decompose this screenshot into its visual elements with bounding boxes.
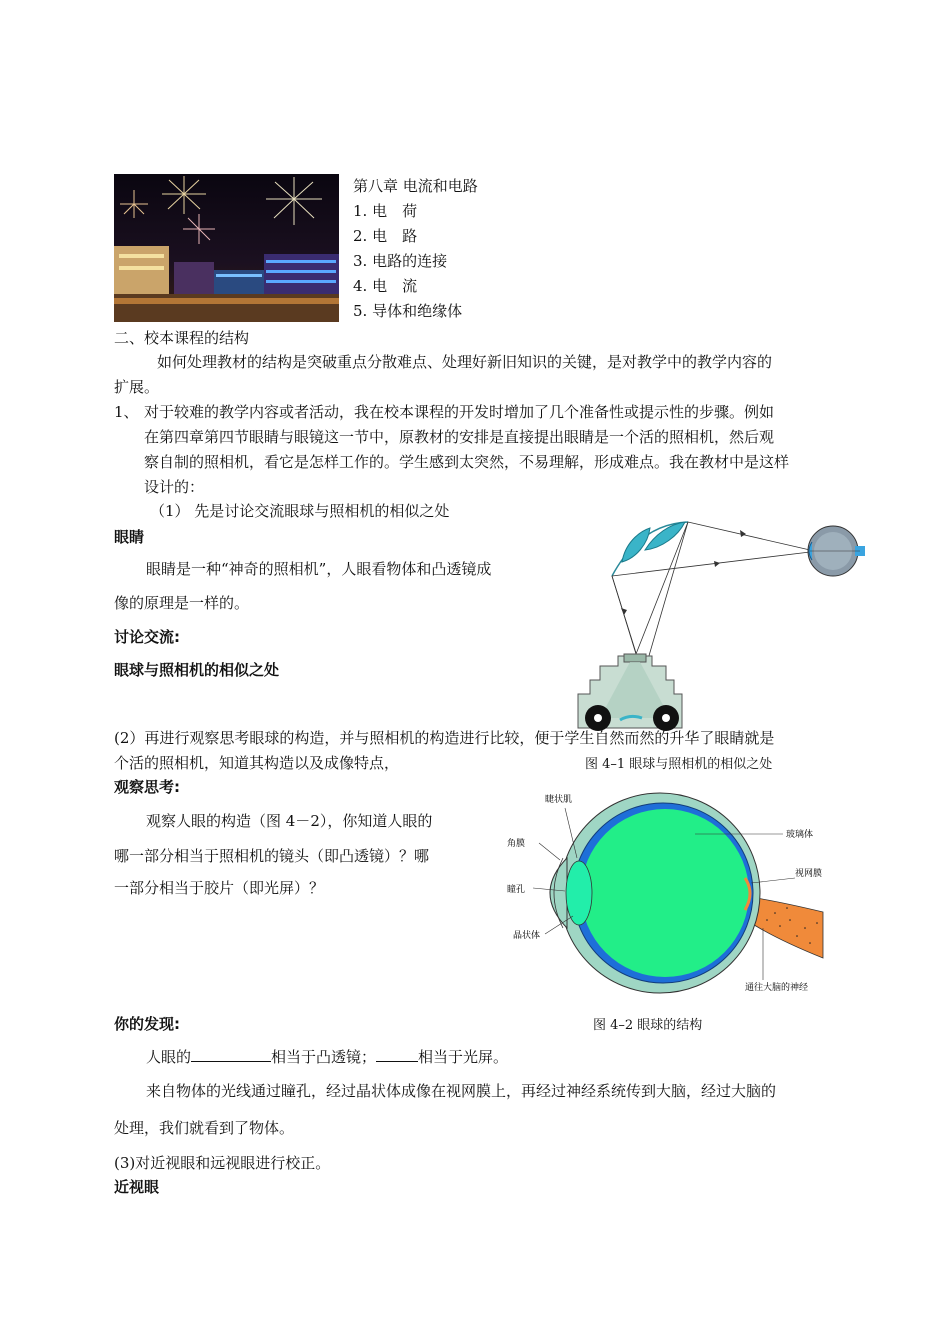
- observe-text: 一部分相当于胶片（即光屏）？: [114, 879, 325, 897]
- observe-text: 观察人眼的构造（图 4－2），你知道人眼的: [146, 812, 433, 830]
- toc-item: 4. 电 流: [353, 277, 418, 295]
- observe-text: 哪一部分相当于照相机的镜头（即凸透镜）？哪: [114, 847, 430, 865]
- finding-part-b: 相当于凸透镜；: [271, 1048, 377, 1066]
- eye-camera-figure: [570, 514, 870, 736]
- label-cornea: 角膜: [507, 839, 526, 849]
- similar-heading: 眼球与照相机的相似之处: [114, 661, 280, 679]
- section-title: 二、校本课程的结构: [114, 329, 250, 347]
- item1-line: 在第四章第四节眼睛与眼镜这一节中，原教材的安排是直接提出眼睛是一个活的照相机，然后观: [144, 428, 775, 446]
- item1-number: 1、: [114, 403, 139, 421]
- label-retina: 视网膜: [795, 869, 823, 879]
- intro-line: 扩展。: [114, 378, 160, 396]
- process-text: 处理，我们就看到了物体。: [114, 1119, 295, 1137]
- toc-item: 2. 电 路: [353, 227, 418, 245]
- observe-heading: 观察思考:: [114, 778, 180, 796]
- step1: （1） 先是讨论交流眼球与照相机的相似之处: [150, 502, 450, 520]
- toc-item: 5. 导体和绝缘体: [353, 302, 463, 320]
- label-lens: 晶状体: [513, 931, 541, 941]
- label-nerve: 通往大脑的神经: [745, 983, 809, 993]
- eye-heading: 眼睛: [114, 528, 145, 546]
- toc-item: 3. 电路的连接: [353, 252, 448, 270]
- toc-item: 1. 电 荷: [353, 202, 418, 220]
- fireworks-photo: [114, 174, 339, 322]
- eye-text: 像的原理是一样的。: [114, 594, 250, 612]
- chapter-title: 第八章 电流和电路: [353, 177, 478, 195]
- finding-part-c: 相当于光屏。: [418, 1048, 509, 1066]
- discuss-heading: 讨论交流:: [114, 628, 180, 646]
- step3: (3)对近视眼和远视眼进行校正。: [114, 1154, 331, 1172]
- chapter-toc: [353, 174, 478, 324]
- step2-line: 个活的照相机，知道其构造以及成像特点，: [114, 754, 400, 772]
- blank-screen[interactable]: [376, 1046, 418, 1062]
- label-ciliary: 睫状肌: [545, 795, 573, 805]
- fig2-caption: 图 4–2 眼球的结构: [593, 1018, 703, 1033]
- label-pupil: 瞳孔: [507, 885, 526, 895]
- finding-part-a: 人眼的: [146, 1048, 192, 1066]
- eye-text: 眼睛是一种“神奇的照相机”，人眼看物体和凸透镜成: [146, 560, 492, 578]
- myopia-heading: 近视眼: [114, 1178, 160, 1196]
- item1-line: 设计的：: [144, 478, 205, 496]
- item1-line: 对于较难的教学内容或者活动，我在校本课程的开发时增加了几个准备性或提示性的步骤。例如: [144, 403, 775, 421]
- finding-heading: 你的发现:: [114, 1015, 180, 1033]
- eye-structure-figure: [505, 788, 835, 998]
- label-vitreous: 玻璃体: [786, 830, 814, 840]
- blank-lens[interactable]: [191, 1046, 271, 1062]
- step2-line: (2）再进行观察思考眼球的构造，并与照相机的构造进行比较，便于学生自然而然的升华了眼睛就是: [114, 729, 775, 747]
- intro-line: 如何处理教材的结构是突破重点分散难点、处理好新旧知识的关键，是对教学中的教学内容的: [157, 353, 773, 371]
- fig1-caption: 图 4–1 眼球与照相机的相似之处: [585, 757, 773, 772]
- item1-line: 察自制的照相机，看它是怎样工作的。学生感到太突然，不易理解，形成难点。我在教材中是这样: [144, 453, 790, 471]
- process-text: 来自物体的光线通过瞳孔，经过晶状体成像在视网膜上，再经过神经系统传到大脑，经过大脑的: [146, 1082, 777, 1100]
- finding-line: [146, 1046, 508, 1067]
